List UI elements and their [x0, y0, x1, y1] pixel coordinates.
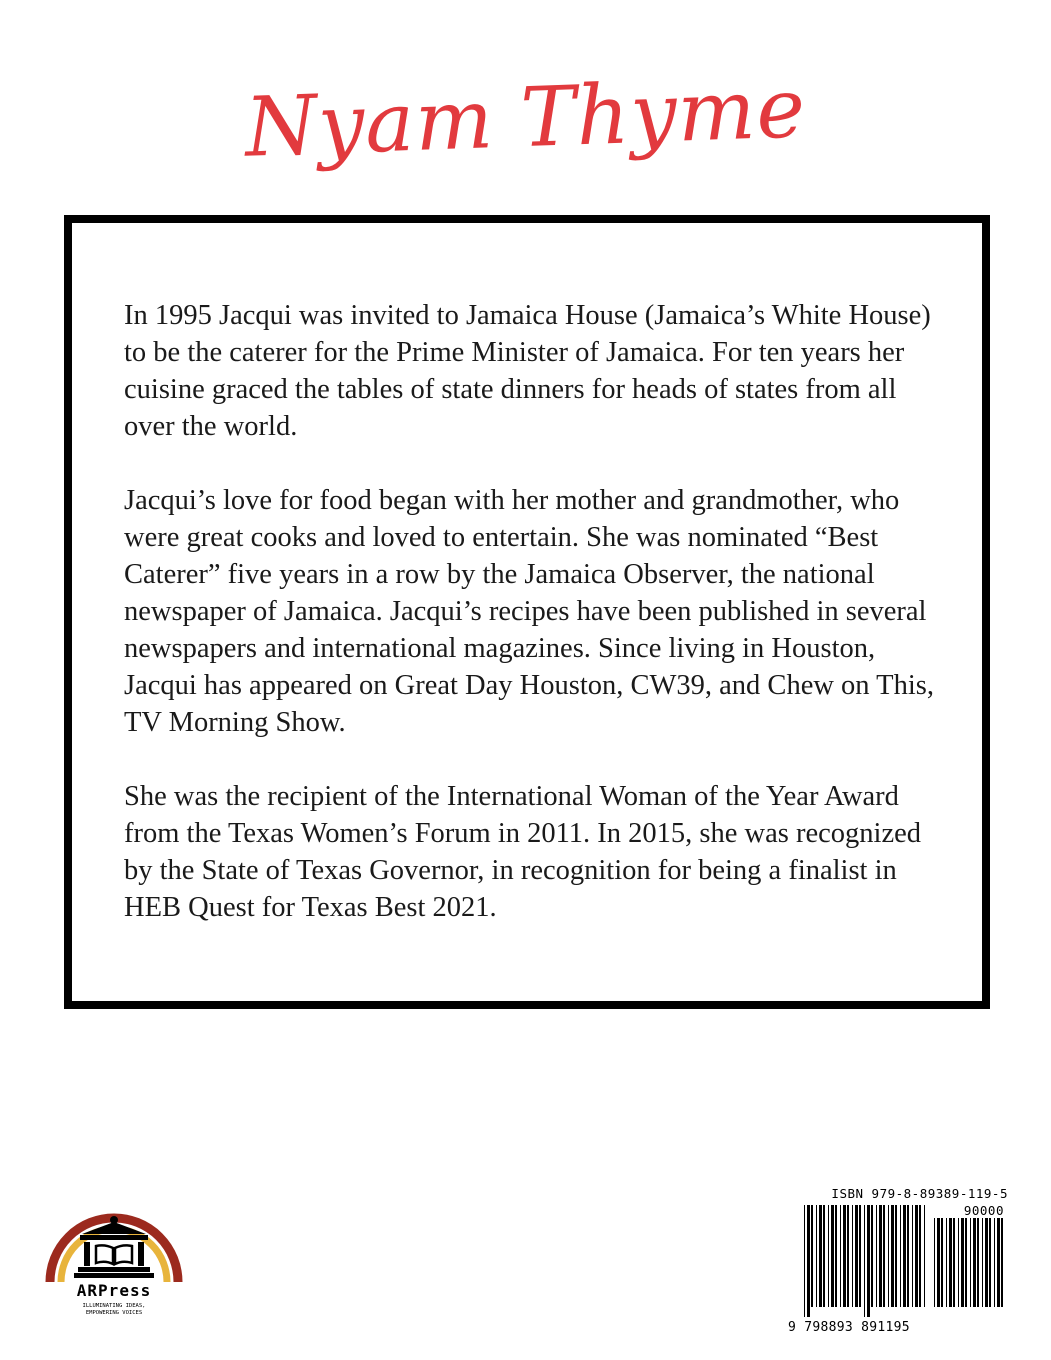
barcode-bar	[924, 1205, 925, 1307]
barcode-bar	[883, 1205, 885, 1307]
barcode-bar	[915, 1205, 918, 1307]
barcode-bar	[985, 1218, 988, 1307]
barcode-bar	[907, 1205, 909, 1307]
barcode-bar	[970, 1218, 971, 1307]
barcode-bar	[831, 1205, 834, 1307]
publisher-name: ARPress	[76, 1281, 152, 1300]
barcode-bar	[819, 1205, 822, 1307]
publisher-tagline	[44, 1303, 184, 1317]
barcode-bar	[811, 1205, 813, 1307]
barcode-bar	[903, 1205, 906, 1307]
barcode-bar	[941, 1218, 943, 1307]
barcode-bar	[828, 1205, 829, 1307]
barcode-bar	[840, 1205, 841, 1307]
barcode-bar	[864, 1205, 865, 1317]
paragraph-1: In 1995 Jacqui was invited to Jamaica House (Jamaica’s White House) to be the caterer for the Prime Minister of Jamaica. For ten years her cuisine graced the tables of state dinners for heads of states from all over the world.	[124, 300, 931, 442]
barcode-bar	[953, 1218, 955, 1307]
barcode-bar	[847, 1205, 849, 1307]
barcode-bar	[823, 1205, 825, 1307]
barcode-bar	[989, 1218, 991, 1307]
barcode-bar	[994, 1218, 995, 1307]
barcode-bar	[949, 1218, 952, 1307]
barcode-bar	[919, 1205, 921, 1307]
barcode-bar	[912, 1205, 913, 1307]
back-cover-text	[124, 297, 934, 963]
barcode-bar	[879, 1205, 882, 1307]
barcode-bar	[843, 1205, 846, 1307]
barcode-bar	[977, 1218, 979, 1307]
barcode-bar	[937, 1218, 940, 1307]
isbn-label: ISBN 979-8-89389-119-5	[831, 1186, 1008, 1201]
barcode-bar	[973, 1218, 976, 1307]
barcode-number: 9 798893 891195	[788, 1320, 910, 1335]
price-code: 90000	[963, 1203, 1004, 1218]
isbn-barcode	[786, 1186, 1008, 1336]
barcode-addon-bars	[934, 1218, 1006, 1317]
barcode-bar	[946, 1218, 947, 1307]
barcode-bars	[804, 1205, 928, 1317]
barcode-bar	[958, 1218, 959, 1307]
barcode-bar	[961, 1218, 964, 1307]
barcode-bar	[867, 1205, 870, 1317]
barcode-bar	[835, 1205, 837, 1307]
barcode-bar	[859, 1205, 861, 1307]
barcode-bar	[1001, 1218, 1003, 1307]
publisher-tagline-line-1: ILLUMINATING IDEAS,	[82, 1303, 146, 1309]
barcode-bar	[876, 1205, 877, 1307]
barcode-bar	[934, 1218, 935, 1307]
barcode-bar	[855, 1205, 858, 1307]
library-building-icon	[44, 1170, 184, 1282]
barcode-bar	[804, 1205, 805, 1317]
barcode-bar	[852, 1205, 853, 1307]
publisher-tagline-line-2: EMPOWERING VOICES	[85, 1310, 143, 1316]
book-title: Nyam Thyme	[243, 61, 808, 176]
barcode-bar	[895, 1205, 897, 1307]
paragraph-2: Jacqui’s love for food began with her mother and grandmother, who were great cooks and loved to entertain. She was nominated “Best Caterer” five years in a row by the Jamaica Observer, the national newspaper of Jamaica. Jacqui’s recipes have been published in several newspapers and international magazines. Since living in Houston, Jacqui has appeared on Great Day Houston, CW39, and Chew on This, TV Morning Show.	[124, 485, 934, 738]
barcode-bar	[997, 1218, 1000, 1307]
barcode-bar	[807, 1205, 810, 1317]
barcode-bar	[816, 1205, 817, 1307]
barcode-bar	[888, 1205, 889, 1307]
paragraph-3: She was the recipient of the International Woman of the Year Award from the Texas Women’s Forum in 2011. In 2015, she was recognized by the State of Texas Governor, in recognition for being a finalist in HEB Quest for Texas Best 2021.	[124, 781, 921, 923]
barcode-bar	[965, 1218, 967, 1307]
barcode-bar	[891, 1205, 894, 1307]
barcode-bar	[900, 1205, 901, 1307]
publisher-logo	[44, 1170, 184, 1330]
barcode-bar	[871, 1205, 873, 1307]
barcode-bar	[982, 1218, 983, 1307]
